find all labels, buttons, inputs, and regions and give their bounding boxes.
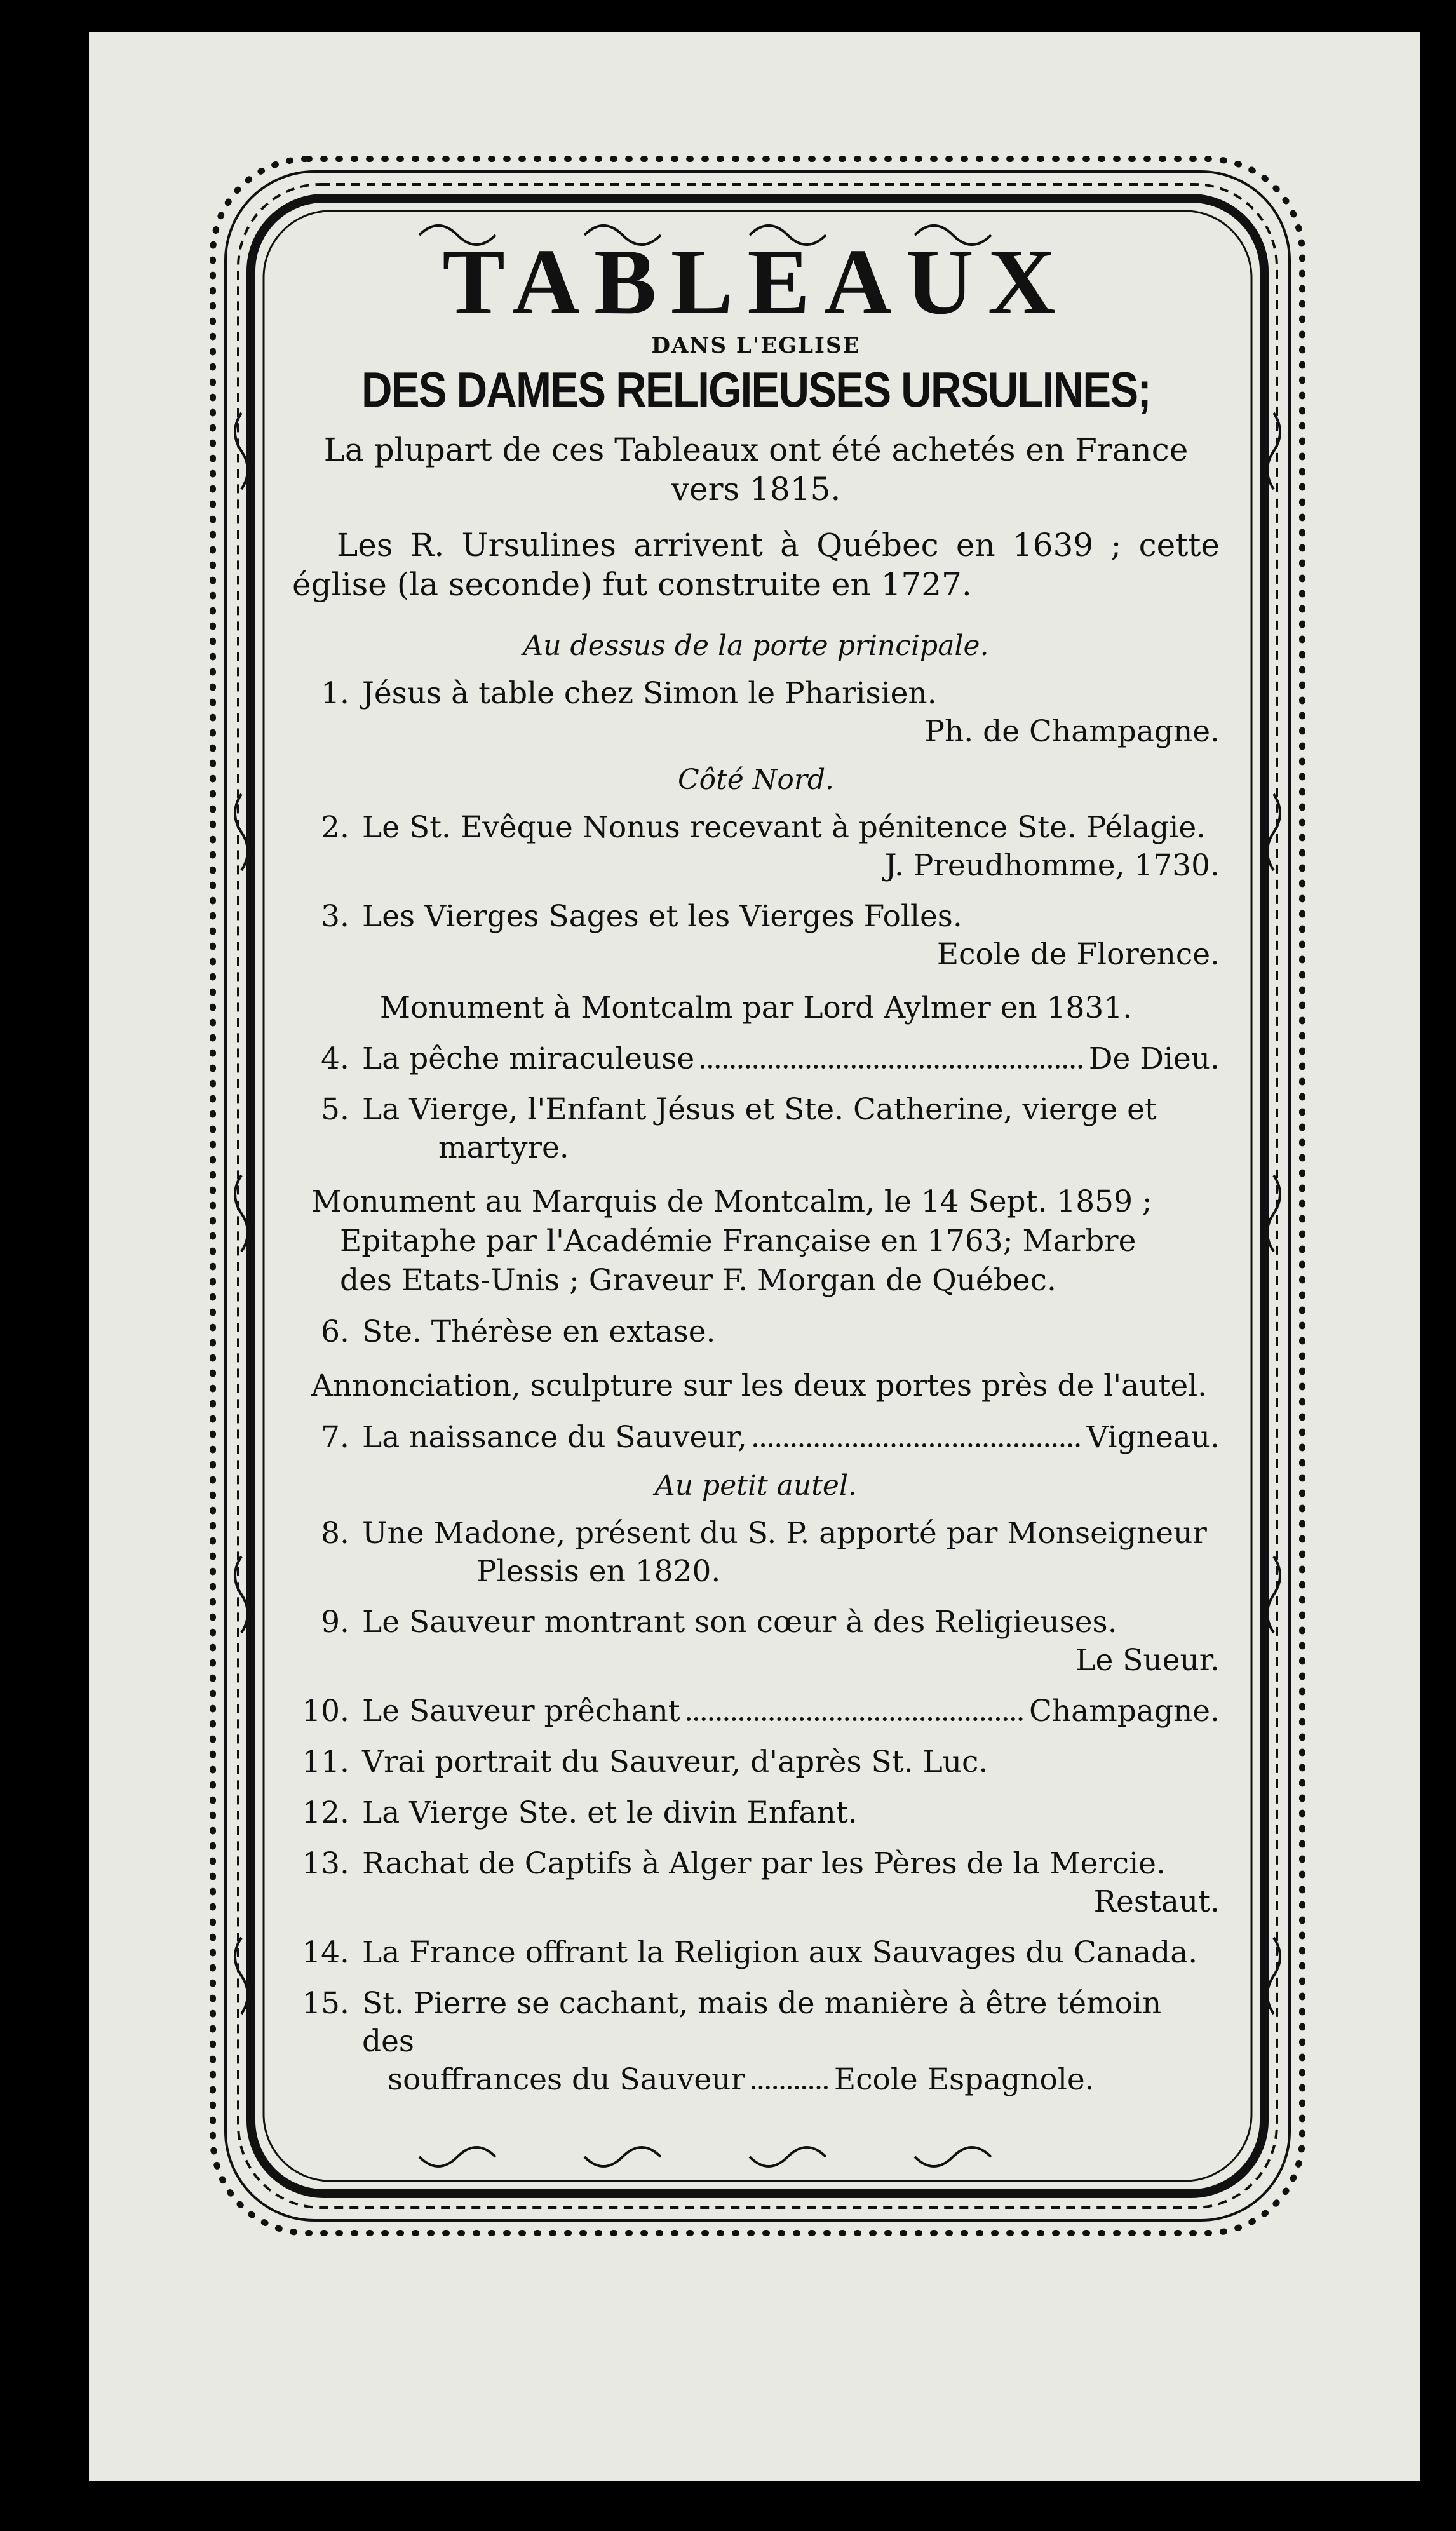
item-title: Jésus à table chez Simon le Pharisien. [362, 676, 937, 711]
item-artist: Ecole Espagnole. [833, 2062, 1095, 2097]
item-artist: J. Preudhomme, 1730. [884, 848, 1220, 883]
item-number: 6. [321, 1314, 349, 1349]
document-content [292, 230, 1220, 2099]
item-title: La Vierge Ste. et le divin Enfant. [362, 1795, 858, 1830]
item-number: 5. [321, 1092, 349, 1127]
item-title: Le Sauveur prêchant [362, 1694, 680, 1729]
section-porte-principale: Au dessus de la porte principale. [523, 630, 989, 662]
item-number: 2. [321, 810, 349, 845]
list-item-7 [292, 1419, 1220, 1457]
item-title: Les Vierges Sages et les Vierges Folles. [362, 899, 962, 934]
item-number: 13. [302, 1846, 349, 1881]
monument-line: des Etats-Unis ; Graveur F. Morgan de Québec. [340, 1263, 1056, 1298]
item-title: Ste. Thérèse en extase. [362, 1314, 716, 1349]
item-continuation: souffrances du Sauveur [388, 2062, 745, 2097]
dot-leader [687, 1717, 1023, 1721]
annonciation-note: Annonciation, sculpture sur les deux portes près de l'autel. [311, 1368, 1208, 1403]
monument-line: Epitaphe par l'Académie Française en 1763; Marbre [340, 1224, 1136, 1259]
item-title: Rachat de Captifs à Alger par les Pères de la Mercie. [362, 1846, 1166, 1881]
monument-marquis-montcalm [292, 1182, 1220, 1300]
item-continuation: Plessis en 1820. [476, 1554, 721, 1589]
item-title: St. Pierre se cachant, mais de manière à être témoin des [362, 1986, 1162, 2059]
item-continuation: martyre. [438, 1130, 569, 1165]
list-item-9 [292, 1603, 1220, 1680]
list-item-13 [292, 1845, 1220, 1921]
item-number: 8. [321, 1516, 349, 1551]
history-paragraph: Les R. Ursulines arrivent à Québec en 1639 ; cette église (la seconde) fut construite en 1727. [292, 527, 1220, 603]
dot-leader [701, 1065, 1082, 1069]
list-item-15 [292, 1985, 1220, 2099]
list-item-5 [292, 1091, 1220, 1167]
section-cote-nord: Côté Nord. [677, 764, 835, 796]
item-artist: Le Sueur. [1075, 1643, 1220, 1678]
item-number: 15. [302, 1986, 349, 2021]
item-number: 10. [302, 1694, 349, 1729]
item-artist: Restaut. [1093, 1884, 1220, 1919]
monument-line: Monument au Marquis de Montcalm, le 14 Sept. 1859 ; [311, 1184, 1152, 1219]
section-petit-autel: Au petit autel. [654, 1469, 858, 1502]
item-number: 1. [321, 676, 349, 711]
item-number: 7. [321, 1420, 349, 1455]
list-item-10 [292, 1692, 1220, 1731]
item-number: 3. [321, 899, 349, 934]
list-item-3 [292, 898, 1220, 974]
item-artist: Ecole de Florence. [936, 937, 1220, 972]
item-title: La Vierge, l'Enfant Jésus et Ste. Catherine, vierge et [362, 1092, 1157, 1127]
item-title: La France offrant la Religion aux Sauvages du Canada. [362, 1935, 1198, 1970]
item-artist: Champagne. [1028, 1694, 1220, 1729]
item-title: Une Madone, présent du S. P. apporté par Monseigneur [362, 1516, 1207, 1551]
list-item-1 [292, 675, 1220, 751]
item-title: Le St. Evêque Nonus recevant à pénitence Ste. Pélagie. [362, 810, 1206, 845]
document-subtitle: DANS L'EGLISE [651, 333, 861, 358]
item-number: 11. [302, 1745, 349, 1779]
dot-leader [752, 2086, 828, 2089]
item-title: Vrai portrait du Sauveur, d'après St. Luc. [362, 1745, 988, 1779]
list-item-6 [292, 1313, 1220, 1351]
dot-leader [753, 1443, 1081, 1447]
list-item-14 [292, 1934, 1220, 1972]
list-item-2 [292, 809, 1220, 885]
item-title: La pêche miraculeuse [362, 1041, 695, 1076]
monument-montcalm-aylmer: Monument à Montcalm par Lord Aylmer en 1831. [379, 990, 1133, 1025]
item-number: 9. [321, 1605, 349, 1640]
item-number: 4. [321, 1041, 349, 1076]
list-item-11 [292, 1743, 1220, 1781]
item-artist: Ph. de Champagne. [924, 714, 1220, 749]
item-artist: Vigneau. [1086, 1420, 1220, 1455]
item-title: Le Sauveur montrant son cœur à des Religieuses. [362, 1605, 1117, 1640]
item-title: La naissance du Sauveur, [362, 1420, 747, 1455]
item-number: 12. [302, 1795, 349, 1830]
item-number: 14. [302, 1935, 349, 1970]
item-artist: De Dieu. [1088, 1041, 1220, 1076]
list-item-8 [292, 1515, 1220, 1591]
document-heading: DES DAMES RELIGIEUSES URSULINES; [361, 361, 1151, 417]
intro-paragraph: La plupart de ces Tableaux ont été achetés en France vers 1815. [323, 431, 1189, 508]
list-item-4 [292, 1040, 1220, 1078]
list-item-12 [292, 1794, 1220, 1832]
document-title: TABLEAUX [442, 230, 1070, 334]
